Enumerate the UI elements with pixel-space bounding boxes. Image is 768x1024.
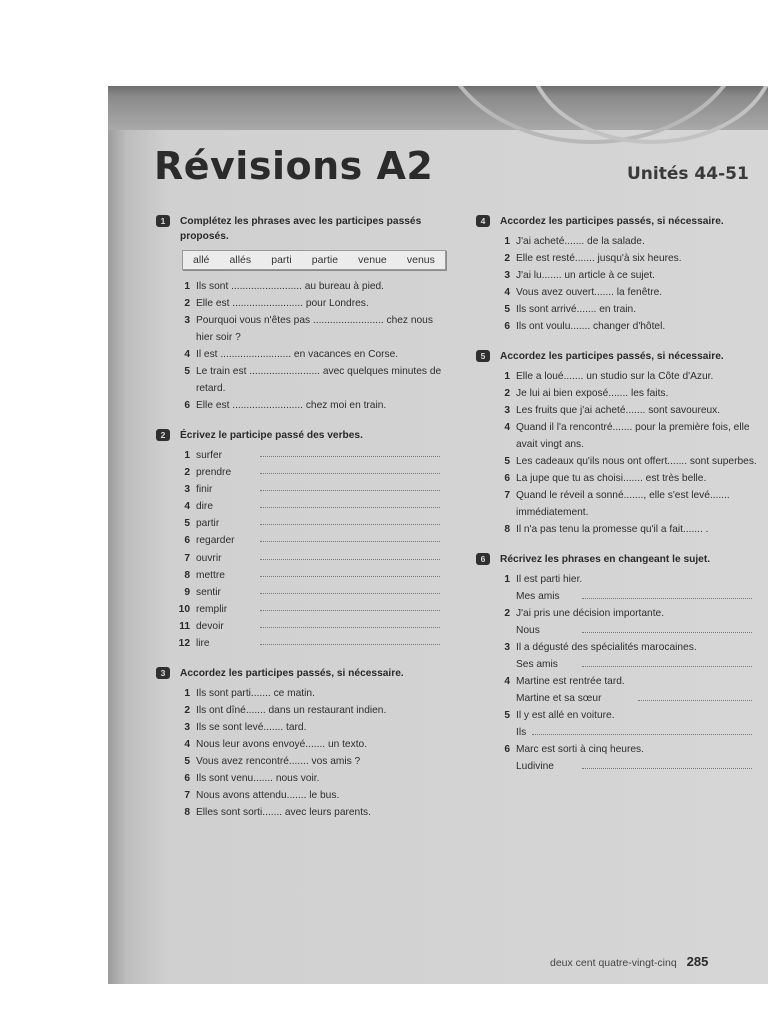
item-number: 1: [504, 371, 510, 382]
item-number: 1: [184, 450, 190, 461]
answer-line[interactable]: [260, 576, 440, 577]
exercise-item: [150, 702, 448, 719]
word-bank-item: venus: [406, 254, 435, 266]
exercise-item: [150, 804, 448, 821]
item-number: 2: [184, 467, 190, 479]
item-number: 12: [178, 638, 190, 650]
item-number: 6: [184, 535, 190, 547]
answer-prompt: Ils: [516, 727, 527, 738]
exercise-heading: [150, 428, 448, 443]
exercise-items: [150, 278, 448, 414]
answer-line[interactable]: [582, 632, 752, 633]
verb-item: [150, 584, 448, 601]
answer-line[interactable]: [260, 559, 440, 560]
item-text: Il est parti hier.: [516, 574, 583, 585]
exercise-3: [150, 666, 448, 821]
item-number: 2: [504, 608, 510, 619]
exercise-item: [470, 318, 760, 335]
verb-item: [150, 550, 448, 567]
item-number: 4: [184, 501, 190, 513]
exercise-2: [150, 428, 448, 652]
verb-item: [150, 618, 448, 635]
exercise-6: [470, 552, 760, 775]
answer-prompt: Ses amis: [516, 659, 558, 670]
item-number: 2: [504, 253, 510, 264]
item-text: Ils sont venu....... nous voir.: [196, 773, 320, 785]
verb-item: [150, 498, 448, 515]
item-number: 8: [184, 569, 190, 581]
answer-line[interactable]: [260, 456, 440, 457]
answer-line[interactable]: [582, 666, 752, 667]
item-text: Quand il l'a rencontré....... pour la première fois, elle avait vingt ans.: [516, 422, 750, 450]
exercise-item: [470, 571, 760, 588]
item-number: 6: [504, 473, 510, 484]
exercise-instruction: Accordez les participes passés, si nécessaire.: [500, 351, 724, 362]
right-column: [470, 214, 760, 789]
item-number: 2: [504, 388, 510, 399]
item-number: 10: [178, 603, 190, 615]
exercise-item: [470, 301, 760, 318]
answer-prompt: Nous: [516, 625, 540, 636]
verb-text: ouvrir: [196, 552, 222, 564]
exercise-item: [470, 707, 760, 724]
item-text: Ils ont dîné....... dans un restaurant indien.: [196, 705, 387, 717]
item-text: Ils sont arrivé....... en train.: [516, 304, 637, 315]
verb-text: sentir: [196, 586, 221, 598]
item-text: Je lui ai bien exposé....... les faits.: [516, 388, 669, 399]
item-text: Il n'a pas tenu la promesse qu'il a fait....... .: [516, 524, 709, 535]
exercise-4: [470, 214, 760, 335]
item-text: Le train est ......................... avec quelques minutes de retard.: [196, 366, 442, 394]
item-text: Elle est ......................... chez moi en train.: [196, 400, 387, 411]
exercise-heading: [150, 666, 448, 681]
exercise-instruction: Complétez les phrases avec les participes passés proposés.: [180, 216, 422, 242]
page-number-words: deux cent quatre-vingt-cinq: [550, 957, 677, 969]
item-text: Elle a loué....... un studio sur la Côte d'Azur.: [516, 371, 714, 382]
exercise-item: [470, 470, 760, 487]
item-text: Vous avez ouvert....... la fenêtre.: [516, 287, 663, 298]
exercise-item: [470, 368, 760, 385]
page-title: Révisions A2: [154, 144, 434, 188]
item-number: 5: [504, 456, 510, 467]
exercise-number-badge: 3: [156, 667, 170, 679]
exercise-item: [470, 673, 760, 690]
item-number: 8: [504, 524, 510, 535]
verb-text: surfer: [196, 450, 223, 461]
exercise-item: [150, 787, 448, 804]
answer-line[interactable]: [260, 507, 440, 508]
exercise-items: [150, 685, 448, 821]
item-text: Elle est resté....... jusqu'à six heures.: [516, 253, 682, 264]
item-number: 4: [504, 422, 510, 433]
units-label: Unités 44-51: [627, 164, 749, 184]
exercise-number-badge: 4: [476, 215, 490, 227]
answer-line[interactable]: [638, 700, 752, 701]
exercise-heading: [470, 214, 760, 229]
item-number: 3: [184, 315, 190, 326]
item-text: Elles sont sorti....... avec leurs parents.: [196, 807, 371, 819]
word-bank-item: parti: [271, 254, 292, 266]
exercise-item: [150, 278, 448, 295]
verb-item: [150, 464, 448, 481]
verb-text: lire: [196, 638, 210, 650]
answer-prompt: Ludivine: [516, 761, 554, 772]
item-number: 6: [504, 744, 510, 755]
answer-row: [470, 690, 760, 707]
exercise-number-badge: 6: [476, 553, 490, 565]
item-number: 1: [504, 236, 510, 247]
answer-prompt: Martine et sa sœur: [516, 693, 602, 704]
item-number: 4: [184, 739, 190, 751]
word-bank-item: allés: [229, 254, 252, 266]
verb-text: partir: [196, 518, 220, 530]
exercise-item: [150, 736, 448, 753]
item-number: 2: [184, 298, 190, 309]
item-number: 6: [504, 321, 510, 332]
exercise-item: [150, 397, 448, 414]
exercise-item: [150, 719, 448, 736]
item-number: 7: [184, 790, 190, 802]
item-number: 4: [504, 676, 510, 687]
verb-item: [150, 601, 448, 618]
item-text: Vous avez rencontré....... vos amis ?: [196, 756, 361, 768]
exercise-item: [150, 346, 448, 363]
exercise-item: [470, 487, 760, 521]
verb-text: mettre: [196, 569, 225, 581]
exercise-item: [470, 267, 760, 284]
verb-text: devoir: [196, 620, 224, 632]
item-number: 1: [184, 281, 190, 292]
item-text: J'ai acheté....... de la salade.: [516, 236, 645, 247]
item-number: 6: [184, 773, 190, 785]
verb-text: prendre: [196, 467, 232, 479]
exercise-item: [150, 685, 448, 702]
word-bank-item: venue: [358, 254, 387, 266]
item-text: Pourquoi vous n'êtes pas ......................... chez nous hier soir ?: [196, 315, 433, 343]
exercise-item: [470, 402, 760, 419]
item-text: Il est ......................... en vacances en Corse.: [196, 349, 399, 360]
answer-row: [470, 724, 760, 741]
exercise-items: [470, 571, 760, 775]
verb-text: dire: [196, 501, 213, 513]
exercise-item: [150, 295, 448, 312]
answer-line[interactable]: [260, 627, 440, 628]
exercise-item: [470, 605, 760, 622]
answer-prompt: Mes amis: [516, 591, 560, 602]
verb-item: [150, 447, 448, 464]
exercise-item: [150, 363, 448, 397]
exercise-items: [150, 447, 448, 652]
exercise-heading: [150, 214, 448, 244]
exercise-heading: [470, 552, 760, 567]
answer-line[interactable]: [582, 598, 752, 599]
answer-line[interactable]: [582, 768, 752, 769]
item-number: 8: [184, 807, 190, 819]
exercise-number-badge: 5: [476, 350, 490, 362]
word-bank-item: partie: [311, 254, 339, 266]
answer-line[interactable]: [532, 734, 752, 735]
item-text: Ils ont voulu....... changer d'hôtel.: [516, 321, 666, 332]
word-bank: [182, 250, 446, 270]
verb-text: regarder: [196, 535, 235, 547]
item-number: 3: [504, 642, 510, 653]
exercise-instruction: Accordez les participes passés, si nécessaire.: [500, 216, 724, 227]
item-text: Marc est sorti à cinq heures.: [516, 744, 644, 755]
exercise-item: [470, 250, 760, 267]
verb-item: [150, 567, 448, 584]
item-text: Ils sont parti....... ce matin.: [196, 688, 315, 700]
exercise-item: [470, 639, 760, 656]
exercise-item: [150, 312, 448, 346]
exercise-items: [470, 233, 760, 335]
item-number: 4: [504, 287, 510, 298]
exercise-item: [470, 453, 760, 470]
item-number: 1: [184, 688, 190, 700]
exercise-item: [470, 284, 760, 301]
answer-line[interactable]: [260, 524, 440, 525]
item-text: Martine est rentrée tard.: [516, 676, 625, 687]
item-number: 3: [184, 722, 190, 734]
exercise-item: [150, 753, 448, 770]
item-text: Nous leur avons envoyé....... un texto.: [196, 739, 368, 751]
item-text: La jupe que tu as choisi....... est très belle.: [516, 473, 707, 484]
item-number: 7: [184, 552, 190, 564]
exercise-items: [470, 368, 760, 538]
exercise-instruction: Écrivez le participe passé des verbes.: [180, 430, 363, 441]
page-number: 285: [686, 954, 709, 969]
item-number: 9: [184, 586, 190, 598]
item-number: 5: [184, 756, 190, 768]
item-number: 5: [184, 366, 190, 377]
item-number: 1: [504, 574, 510, 585]
exercise-number-badge: 2: [156, 429, 170, 441]
item-number: 4: [184, 349, 190, 360]
item-text: Elle est ......................... pour Londres.: [196, 298, 369, 309]
item-text: J'ai pris une décision importante.: [516, 608, 665, 619]
item-text: Ils se sont levé....... tard.: [196, 722, 307, 734]
item-number: 5: [504, 304, 510, 315]
item-text: J'ai lu....... un article à ce sujet.: [516, 270, 655, 281]
exercise-number-badge: 1: [156, 215, 170, 227]
book-page: [108, 86, 768, 984]
item-number: 2: [184, 705, 190, 717]
answer-line[interactable]: [260, 490, 440, 491]
answer-line[interactable]: [260, 473, 440, 474]
word-bank-item: allé: [193, 254, 210, 266]
answer-row: [470, 622, 760, 639]
item-text: Nous avons attendu....... le bus.: [196, 790, 340, 802]
exercise-item: [470, 521, 760, 538]
item-text: Ils sont ......................... au bureau à pied.: [196, 281, 384, 292]
verb-item: [150, 481, 448, 498]
exercise-5: [470, 349, 760, 538]
verb-item: [150, 532, 448, 549]
answer-row: [470, 656, 760, 673]
exercise-instruction: Récrivez les phrases en changeant le sujet.: [500, 554, 711, 565]
answer-row: [470, 758, 760, 775]
exercise-item: [470, 741, 760, 758]
item-text: Les cadeaux qu'ils nous ont offert....... sont superbes.: [516, 456, 757, 467]
exercise-1: [150, 214, 448, 414]
exercise-item: [470, 233, 760, 250]
exercise-item: [150, 770, 448, 787]
answer-line[interactable]: [260, 541, 440, 542]
item-number: 5: [184, 518, 190, 530]
verb-item: [150, 515, 448, 532]
item-number: 6: [184, 400, 190, 411]
exercise-instruction: Accordez les participes passés, si nécessaire.: [180, 668, 404, 680]
item-number: 3: [504, 405, 510, 416]
verb-text: remplir: [196, 603, 228, 615]
answer-line[interactable]: [260, 644, 440, 645]
answer-row: [470, 588, 760, 605]
verb-text: finir: [196, 484, 213, 496]
item-number: 7: [504, 490, 510, 501]
left-column: [150, 214, 448, 835]
page-footer: [550, 954, 708, 969]
item-text: Les fruits que j'ai acheté....... sont savoureux.: [516, 405, 721, 416]
item-number: 5: [504, 710, 510, 721]
exercise-heading: [470, 349, 760, 364]
item-text: Il y est allé en voiture.: [516, 710, 615, 721]
answer-line[interactable]: [260, 593, 440, 594]
exercise-item: [470, 419, 760, 453]
item-number: 3: [184, 484, 190, 496]
item-text: Il a dégusté des spécialités marocaines.: [516, 642, 697, 653]
item-number: 11: [179, 620, 190, 632]
exercise-item: [470, 385, 760, 402]
item-text: Quand le réveil a sonné......., elle s'est levé....... immédiatement.: [516, 490, 730, 518]
item-number: 3: [504, 270, 510, 281]
verb-item: [150, 635, 448, 652]
answer-line[interactable]: [260, 610, 440, 611]
